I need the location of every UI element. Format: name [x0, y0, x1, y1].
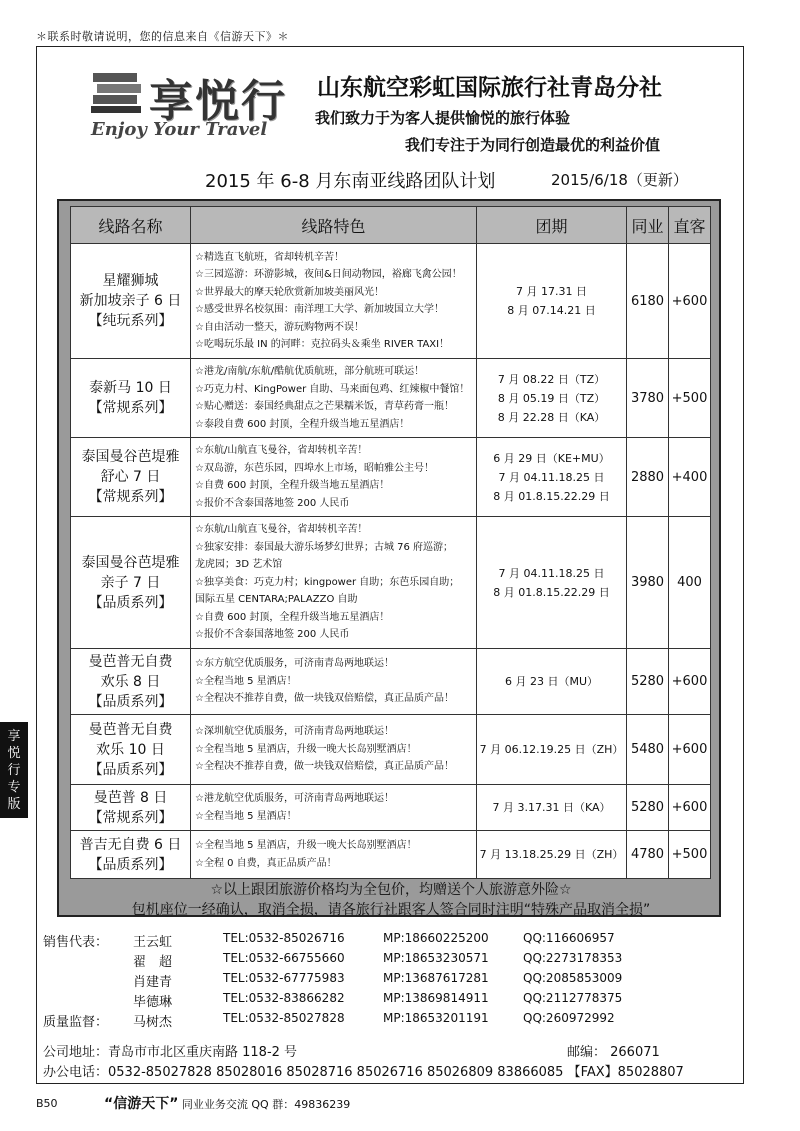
retail-price: +600 [669, 649, 711, 715]
postcode: 邮编： 266071 [567, 1045, 660, 1060]
route-dates: 7 月 13.18.25.29 日（ZH） [477, 831, 627, 879]
company-address: 公司地址：青岛市市北区重庆南路 118-2 号 [43, 1045, 298, 1060]
slogan-2: 我们专注于为同行创造最优的利益价值 [405, 136, 661, 154]
contact-qq: QQ:2112778375 [523, 991, 623, 1005]
header-dates: 团期 [477, 207, 627, 244]
route-name: 泰国曼谷芭堤雅 亲子 7 日 【品质系列】 [71, 517, 191, 649]
contact-name: 肖建青 [133, 975, 173, 990]
plan-date: 2015/6/18（更新） [551, 171, 688, 189]
trade-price: 5480 [627, 715, 669, 785]
trade-price: 5280 [627, 785, 669, 831]
route-table [70, 206, 711, 879]
route-dates: 7 月 06.12.19.25 日（ZH） [477, 715, 627, 785]
table-row [71, 517, 711, 649]
plan-title: 2015 年 6-8 月东南亚线路团队计划 [205, 171, 496, 192]
header-features: 线路特色 [191, 207, 477, 244]
trade-price: 3780 [627, 359, 669, 438]
contact-mobile: MP:18653201191 [383, 1011, 489, 1025]
header-trade-price: 同业 [627, 207, 669, 244]
trade-price: 3980 [627, 517, 669, 649]
contact-tel: TEL:0532-66755660 [223, 951, 345, 965]
table-header-row [71, 207, 711, 244]
table-row [71, 785, 711, 831]
logo-text: 享悦行 [149, 76, 287, 127]
header-route-name: 线路名称 [71, 207, 191, 244]
route-table-panel [57, 199, 721, 917]
source-note: ＊联系时敬请说明，您的信息来自《信游天下》＊ [36, 30, 289, 43]
contact-mobile: MP:18653230571 [383, 951, 489, 965]
contact-qq: QQ:2085853009 [523, 971, 623, 985]
route-dates: 7 月 17.31 日 8 月 07.14.21 日 [477, 244, 627, 359]
route-dates: 7 月 3.17.31 日（KA） [477, 785, 627, 831]
route-features: ☆深圳航空优质服务，可济南青岛两地联运！ ☆全程当地 5 星酒店，升级一晚大长岛别墅酒店！ ☆全程决不推荐自费，做一块钱双倍赔偿，真正品质产品！ [191, 715, 477, 785]
retail-price: +600 [669, 715, 711, 785]
contact-qq: QQ:116606957 [523, 931, 615, 945]
contact-mobile: MP:13687617281 [383, 971, 489, 985]
retail-price: +400 [669, 438, 711, 517]
bottom-brand: “信游天下” [104, 1096, 179, 1112]
price-note: ☆以上跟团旅游价格均为全包价，均赠送个人旅游意外险☆ [210, 882, 572, 898]
route-name: 泰国曼谷芭堤雅 舒心 7 日 【常规系列】 [71, 438, 191, 517]
route-name: 普吉无自费 6 日 【品质系列】 [71, 831, 191, 879]
retail-price: +600 [669, 244, 711, 359]
table-row [71, 715, 711, 785]
table-row [71, 831, 711, 879]
contact-role: 质量监督： [43, 1015, 109, 1030]
route-features: ☆东航/山航直飞曼谷，省却转机辛苦！ ☆独家安排：泰国最大游乐场梦幻世界；古城 76 府巡游； 龙虎园；3D 艺术馆 ☆独享美食：巧克力村；kingpower 自助；东芭乐园自助； 国际五星 CENTARA;PALAZZO 自助 ☆自费 600 封顶，全程升级当地五星酒店！ ☆报价不含泰国落地签 200 人民币 [191, 517, 477, 649]
page-frame [36, 46, 744, 1084]
contact-mobile: MP:13869814911 [383, 991, 489, 1005]
bottom-note [104, 1093, 350, 1113]
header-retail-price: 直客 [669, 207, 711, 244]
route-features: ☆港龙/南航/东航/酷航优质航班，部分航班可联运！ ☆巧克力村、KingPower 自助、马来面包鸡、红辣椒中餐馆！ ☆贴心赠送：泰国经典甜点之芒果糯米饭，青草药膏一瓶！ ☆泰段自费 600 封顶，全程升级当地五星酒店！ [191, 359, 477, 438]
contact-name: 毕德琳 [133, 995, 173, 1010]
route-name: 曼芭普 8 日 【常规系列】 [71, 785, 191, 831]
route-name: 曼芭普无自费 欢乐 10 日 【品质系列】 [71, 715, 191, 785]
bottom-qq-group: 同业业务交流 QQ 群：49836239 [181, 1098, 351, 1111]
contact-tel: TEL:0532-67775983 [223, 971, 345, 985]
table-row [71, 438, 711, 517]
contact-role: 销售代表： [43, 935, 109, 950]
trade-price: 6180 [627, 244, 669, 359]
retail-price: 400 [669, 517, 711, 649]
route-dates: 6 月 29 日（KE+MU） 7 月 04.11.18.25 日 8 月 01.8.15.22.29 日 [477, 438, 627, 517]
trade-price: 5280 [627, 649, 669, 715]
logo-tagline: Enjoy Your Travel [91, 119, 268, 140]
side-tab-label: 享悦行专版 [7, 729, 21, 812]
contact-name: 王云虹 [133, 935, 173, 950]
contact-tel: TEL:0532-85026716 [223, 931, 345, 945]
contact-tel: TEL:0532-85027828 [223, 1011, 345, 1025]
table-row [71, 359, 711, 438]
trade-price: 4780 [627, 831, 669, 879]
contact-mobile: MP:18660225200 [383, 931, 489, 945]
page-number: B50 [36, 1097, 58, 1110]
contact-tel: TEL:0532-83866282 [223, 991, 345, 1005]
retail-price: +500 [669, 831, 711, 879]
route-dates: 6 月 23 日（MU） [477, 649, 627, 715]
route-name: 泰新马 10 日 【常规系列】 [71, 359, 191, 438]
route-features: ☆东航/山航直飞曼谷，省却转机辛苦！ ☆双岛游，东芭乐园，四埠水上市场，昭帕雅公主号！ ☆自费 600 封顶，全程升级当地五星酒店！ ☆报价不含泰国落地签 200 人民币 [191, 438, 477, 517]
cancellation-note: 包机座位一经确认，取消全损，请各旅行社跟客人签合同时注明“特殊产品取消全损” [131, 902, 651, 918]
route-features: ☆港龙航空优质服务，可济南青岛两地联运！ ☆全程当地 5 星酒店！ [191, 785, 477, 831]
route-dates: 7 月 04.11.18.25 日 8 月 01.8.15.22.29 日 [477, 517, 627, 649]
book-stack-icon [89, 69, 145, 115]
route-name: 曼芭普无自费 欢乐 8 日 【品质系列】 [71, 649, 191, 715]
slogan-1: 我们致力于为客人提供愉悦的旅行体验 [315, 109, 571, 127]
retail-price: +600 [669, 785, 711, 831]
logo [89, 65, 289, 151]
contact-qq: QQ:260972992 [523, 1011, 615, 1025]
agency-name: 山东航空彩虹国际旅行社青岛分社 [317, 75, 662, 101]
route-features: ☆精选直飞航班，省却转机辛苦！ ☆三园巡游：环游影城，夜间&日间动物园，裕廊飞禽公园！ ☆世界最大的摩天轮欣赏新加坡美丽风光！ ☆感受世界名校氛围：南洋理工大学、新加坡国立大学！ ☆自由活动一整天，游玩购物两不误！ ☆吃喝玩乐最 IN 的河畔：克拉码头＆乘坐 RIVER TAXI！ [191, 244, 477, 359]
side-tab [0, 722, 28, 818]
contact-name: 翟 超 [133, 955, 173, 970]
route-dates: 7 月 08.22 日（TZ） 8 月 05.19 日（TZ） 8 月 22.28 日（KA） [477, 359, 627, 438]
table-row [71, 244, 711, 359]
office-phone: 办公电话：0532-85027828 85028016 85028716 85026716 85026809 83866085 【FAX】85028807 [43, 1065, 684, 1080]
retail-price: +500 [669, 359, 711, 438]
contact-name: 马树杰 [133, 1015, 173, 1030]
trade-price: 2880 [627, 438, 669, 517]
route-features: ☆东方航空优质服务，可济南青岛两地联运！ ☆全程当地 5 星酒店！ ☆全程决不推荐自费，做一块钱双倍赔偿，真正品质产品！ [191, 649, 477, 715]
route-features: ☆全程当地 5 星酒店，升级一晚大长岛别墅酒店！ ☆全程 0 自费，真正品质产品！ [191, 831, 477, 879]
route-name: 星耀狮城 新加坡亲子 6 日 【纯玩系列】 [71, 244, 191, 359]
table-row [71, 649, 711, 715]
contact-qq: QQ:2273178353 [523, 951, 623, 965]
